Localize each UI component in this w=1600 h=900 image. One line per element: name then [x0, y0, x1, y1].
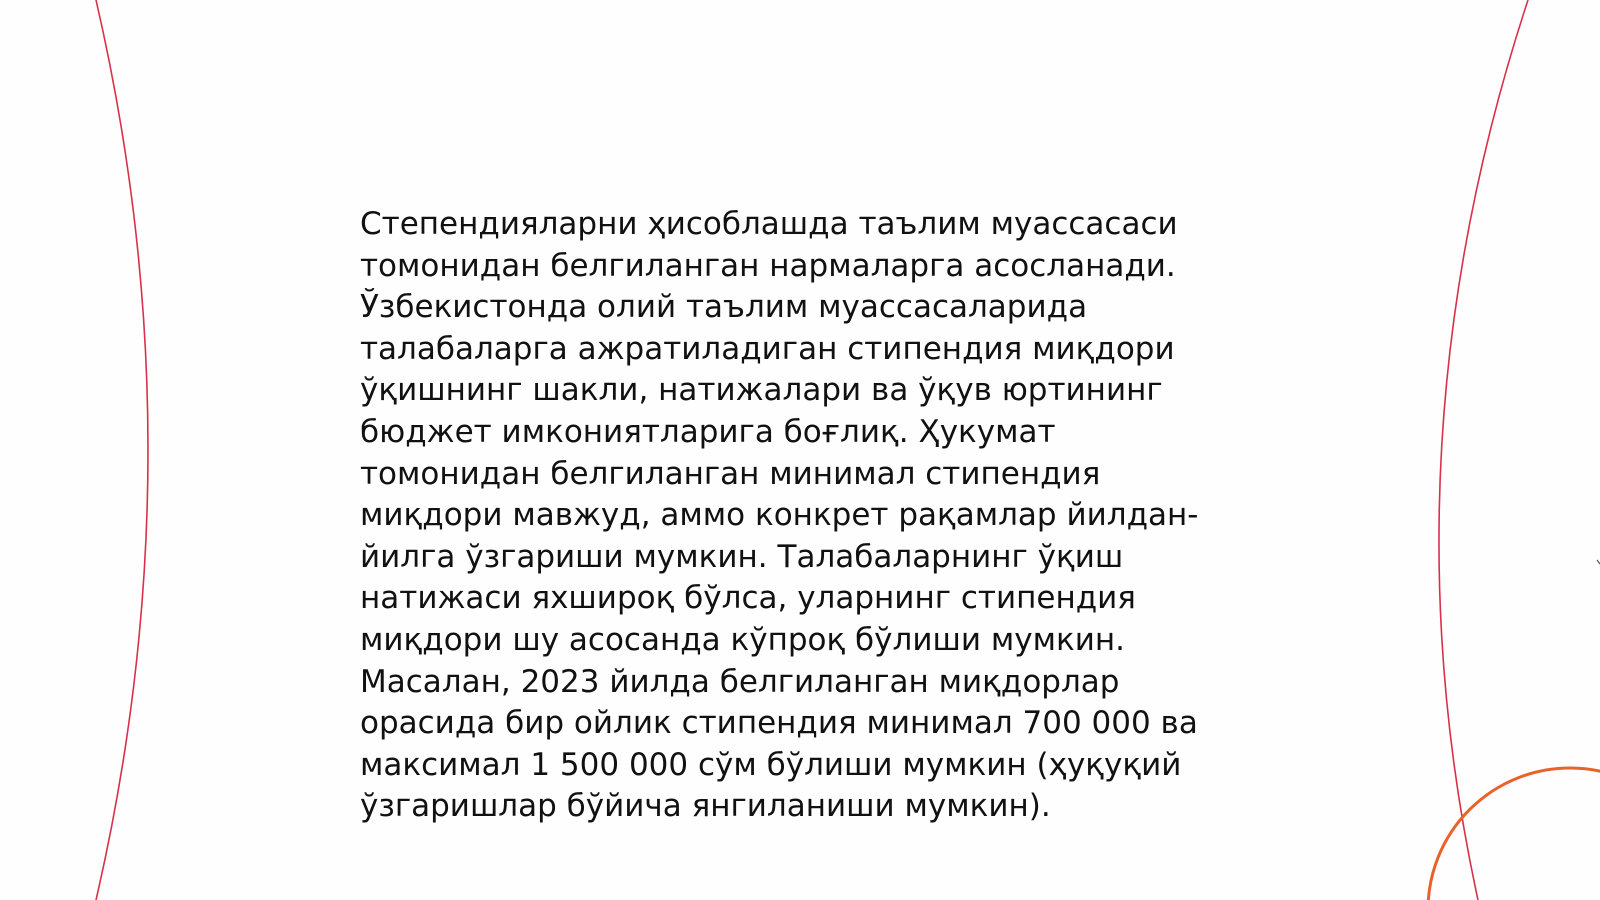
paragraph-line: ўқишнинг шакли, натижалари ва ўқув юртининг [360, 372, 1163, 409]
paragraph-line: Масалан, 2023 йилда белгиланган миқдорлар [360, 663, 1120, 700]
paragraph-line: миқдори шу асосанда кўпроқ бўлиши мумкин. [360, 621, 1125, 658]
paragraph-line: максимал 1 500 000 сўм бўлиши мумкин (ҳуқуқий [360, 746, 1182, 783]
paragraph-line: томонидан белгиланган нармаларга асосланади. [360, 247, 1176, 284]
paragraph-line: йилга ўзгариши мумкин. Талабаларнинг ўқиш [360, 538, 1124, 575]
left-red-arc [96, 0, 148, 900]
paragraph-line: Степендияларни ҳисоблашда таълим муассасаси [360, 206, 1178, 242]
paragraph-line: бюджет имкониятларига боғлиқ. Ҳукумат [360, 413, 1056, 450]
paragraph-line: орасида бир ойлик стипендия минимал 700 000 ва [360, 705, 1198, 742]
paragraph-line: миқдори мавжуд, аммо конкрет рақамлар йилдан- [360, 497, 1199, 534]
paragraph-line: натижаси яхшироқ бўлса, уларнинг стипендия [360, 580, 1136, 617]
paragraph-line: ўзгаришлар бўйича янгиланиши мумкин). [360, 788, 1051, 825]
orange-circle-arc [1428, 768, 1600, 900]
paragraph-line: Ўзбекистонда олий таълим муассасаларида [360, 289, 1088, 326]
right-red-arc [1439, 0, 1528, 900]
paragraph-line: томонидан белгиланган минимал стипендия [360, 455, 1101, 492]
paragraph-line: талабаларга ажратиладиган стипендия миқдори [360, 330, 1175, 367]
body-paragraph [360, 204, 1240, 828]
